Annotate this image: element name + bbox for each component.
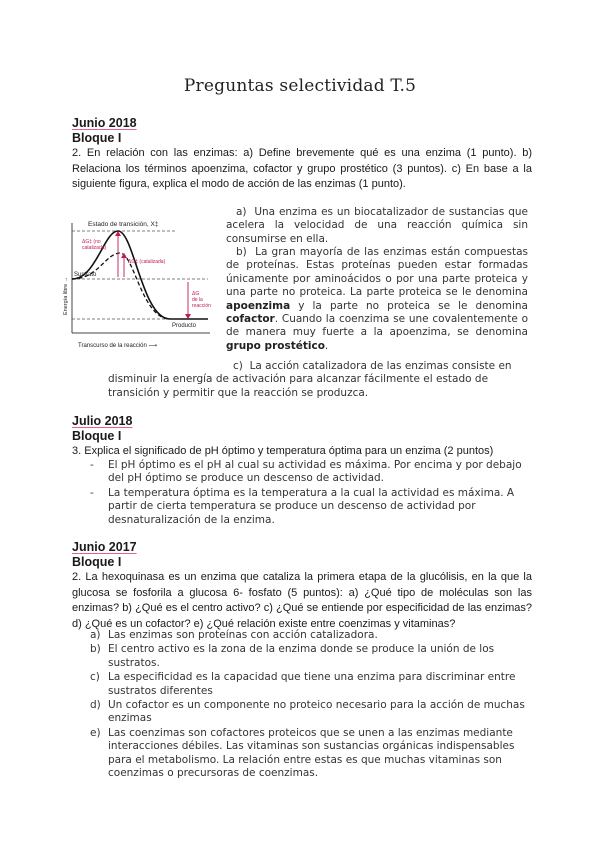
answer-c-text-2: disminuir la energía de activación para alcanzar fácilmente el estado de transición y permitir que la reacción se produzca. [108, 373, 489, 399]
term-cofactor: cofactor [226, 313, 275, 326]
answer-b-text-2: y la parte no proteica se le denomina [290, 299, 528, 312]
item-mark: a) [90, 629, 101, 641]
y-axis-label: Energía libre → [63, 276, 69, 315]
answer-c-mark: c) [233, 360, 243, 372]
section-date-junio-2017: Junio 2017 [72, 540, 137, 554]
answer-b-text-1: La gran mayoría de las enzimas están compuestas de proteínas. Estas proteínas pueden estar formadas únicamente por aminoácidos o por una parte proteica y una parte no proteica. La parte proteica se le denomina [226, 246, 528, 299]
item-mark: e) [90, 726, 101, 739]
cat-arrowhead [121, 253, 127, 258]
item-text: El centro activo es la zona de la enzima donde se produce la unión de los sustratos. [108, 643, 495, 669]
dg-label-2: de la [192, 297, 203, 303]
answer-a [226, 206, 528, 246]
answer-c-text-1: La acción catalizadora de las enzimas consiste en [249, 360, 512, 372]
question-text: 2. En relación con las enzimas: a) Define brevemente qué es una enzima (1 punto). b) Relaciona los términos apoenzima, cofactor y grupo prostético (3 puntos). c) En base a la siguiente figura, explica el modo de acción de las enzimas (1 punto). [72, 147, 532, 190]
list-item [90, 643, 530, 670]
item-text: Un cofactor es un componente no proteico necesario para la acción de muchas enzimas [108, 699, 525, 725]
list-item: - El pH óptimo es el pH al cual su actividad es máxima. Por encima y por debajo del pH óptimo se produce un descenso de actividad. [90, 459, 530, 486]
transition-label: Estado de transición, X‡ [88, 221, 159, 228]
list-item [90, 629, 530, 642]
list-item [90, 727, 530, 781]
item-text: Las enzimas son proteínas con acción catalizadora. [108, 629, 378, 641]
term-grupo-prostetico: grupo prostético [226, 339, 325, 352]
page-title: Preguntas selectividad T.5 [183, 76, 417, 96]
section-block-label: Bloque I [72, 429, 122, 443]
item-mark: b) [90, 643, 101, 656]
substrate-label: Sustrato [74, 272, 97, 278]
section-date-junio-2018: Junio 2018 [72, 116, 137, 130]
term-apoenzima: apoenzima [226, 299, 291, 312]
answer-b [226, 246, 528, 353]
question-text: 2. La hexoquinasa es un enzima que cataliza la primera etapa de la glucólisis, en la que la glucosa se fosforila a glucosa 6- fosfato (5 puntos): a) ¿Qué tipo de moléculas son las enzimas? b) ¿Qué es el centro activo? c) ¿Qué se entiende por especificidad de las enzimas? d) ¿Qué es un cofactor? e) ¿Qué relación existe entre coenzimas y vitaminas? [72, 571, 532, 630]
energy-diagram-svg [58, 215, 218, 355]
answer-a-mark: a) [236, 206, 247, 218]
dg-label-3: reacción [192, 303, 211, 309]
item-mark: d) [90, 699, 101, 712]
product-label: Producto [172, 323, 197, 329]
no-cat-label: ΔG‡ (no [82, 239, 101, 245]
answer-a-text: Una enzima es un biocatalizador de sustancias que acelera la velocidad de una reacción química sin consumirse en ella. [226, 206, 528, 245]
answer-list [90, 459, 530, 528]
no-cat-label-2: catalizada) [82, 245, 107, 251]
x-axis-label: Transcurso de la reacción ⟶ [78, 343, 158, 349]
answer-b-mark: b) [236, 246, 247, 258]
item-text: La especificidad es la capacidad que tiene una enzima para discriminar entre sustratos diferentes [108, 671, 516, 697]
list-item: - La temperatura óptima es la temperatura a la cual la actividad es máxima. A partir de cierta temperatura se produce un descenso de actividad por desnaturalización de la enzima. [90, 487, 530, 527]
section-block-label: Bloque I [72, 555, 122, 569]
section-date-julio-2018: Julio 2018 [72, 414, 133, 428]
list-item [90, 699, 530, 726]
dg-label-1: ΔG [192, 291, 200, 297]
answer-b-text-3: . Cuando la coenzima se une covalentemente o de manera muy fuerte a la apoenzima, se denomina [226, 313, 528, 339]
answer-c [108, 360, 528, 400]
item-text: Las coenzimas son cofactores proteicos que se unen a las enzimas mediante interacciones débiles. Las vitaminas son sustancias orgánicas indispensables para el metabolismo. La relación entre estas es que muchas vitaminas son coenzimas o precursoras de coenzimas. [108, 726, 515, 780]
item-mark: c) [90, 671, 100, 684]
list-item [90, 671, 530, 698]
question-text: 3. Explica el significado de pH óptimo y temperatura óptima para un enzima (2 puntos) [72, 445, 494, 457]
answer-list [90, 629, 530, 781]
answer-b-text-4: . [324, 339, 329, 352]
energy-diagram [58, 215, 218, 355]
section-block-label: Bloque I [72, 131, 122, 145]
cat-label: ΔG‡ (catalizada) [128, 259, 166, 265]
